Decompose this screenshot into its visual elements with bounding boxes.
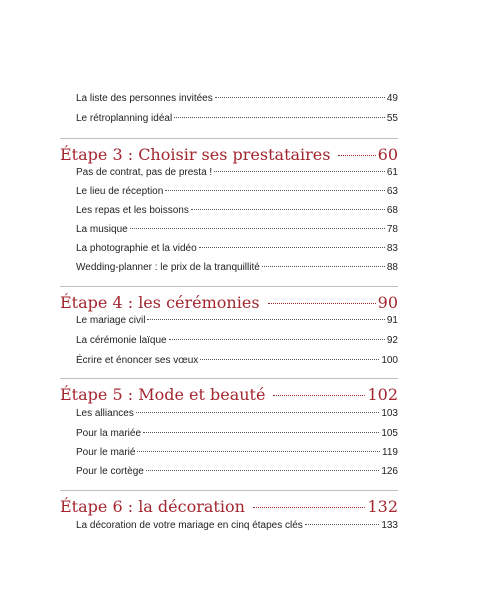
dot-leader — [174, 117, 385, 118]
dot-leader — [199, 247, 385, 248]
toc-entry-label: Pas de contrat, pas de presta ! — [76, 167, 213, 178]
toc-section-heading[interactable] — [60, 145, 398, 165]
toc-entry-label: La cérémonie laïque — [76, 335, 167, 346]
toc-entry[interactable] — [76, 427, 398, 441]
toc-entry[interactable] — [76, 519, 398, 533]
dot-leader — [305, 524, 380, 525]
dot-leader — [268, 303, 376, 304]
dot-leader — [191, 209, 385, 210]
section-title: Étape 5 : Mode et beauté — [60, 385, 266, 404]
section-divider — [60, 138, 398, 139]
toc-entry[interactable] — [76, 185, 398, 199]
dot-leader — [262, 266, 385, 267]
dot-leader — [273, 395, 365, 396]
dot-leader — [338, 155, 375, 156]
toc-entry[interactable] — [76, 166, 398, 180]
toc-entry-label: Pour le marié — [76, 447, 136, 458]
dot-leader — [165, 190, 385, 191]
section-page: 132 — [367, 497, 398, 516]
section-divider — [60, 286, 398, 287]
toc-entry[interactable] — [76, 354, 398, 368]
toc-entry-page: 103 — [381, 408, 398, 419]
toc-entry-page: 68 — [386, 205, 398, 216]
toc-entry[interactable] — [76, 112, 398, 126]
section-title: Étape 6 : la décoration — [60, 497, 245, 516]
toc-entry-page: 119 — [382, 447, 398, 458]
toc-entry[interactable] — [76, 334, 398, 348]
dot-leader — [130, 228, 385, 229]
toc-entry-page: 91 — [386, 315, 398, 326]
toc-entry-page: 133 — [381, 520, 398, 531]
toc-entry-page: 105 — [381, 428, 398, 439]
dot-leader — [147, 319, 384, 320]
section-divider — [60, 378, 398, 379]
section-title: Étape 3 : Choisir ses prestataires — [60, 145, 331, 164]
toc-entry-label: Le rétroplanning idéal — [76, 113, 173, 124]
toc-entry-page: 100 — [381, 355, 398, 366]
dot-leader — [143, 432, 379, 433]
toc-entry-page: 92 — [386, 335, 398, 346]
toc-entry-page: 61 — [386, 167, 398, 178]
dot-leader — [214, 171, 385, 172]
toc-entry[interactable] — [76, 446, 398, 460]
toc-entry-label: Pour le cortège — [76, 466, 144, 477]
toc-entry-page: 88 — [386, 262, 398, 273]
toc-entry-label: Wedding-planner : le prix de la tranquillité — [76, 262, 260, 273]
toc-entry-page: 78 — [386, 224, 398, 235]
toc-entry[interactable] — [76, 314, 398, 328]
toc-entry[interactable] — [76, 465, 398, 479]
dot-leader — [200, 359, 379, 360]
toc-entry[interactable] — [76, 204, 398, 218]
section-page: 60 — [377, 145, 398, 164]
toc-section-heading[interactable] — [60, 293, 398, 313]
dot-leader — [215, 97, 385, 98]
toc-entry-page: 126 — [381, 466, 398, 477]
toc-entry[interactable] — [76, 223, 398, 237]
toc-entry[interactable] — [76, 261, 398, 275]
dot-leader — [169, 339, 385, 340]
toc-entry-label: La photographie et la vidéo — [76, 243, 197, 254]
section-divider — [60, 490, 398, 491]
dot-leader — [146, 470, 379, 471]
toc-entry-label: Le lieu de réception — [76, 186, 164, 197]
toc-section-heading[interactable] — [60, 385, 398, 405]
toc-entry-label: Les alliances — [76, 408, 134, 419]
toc-entry-label: Les repas et les boissons — [76, 205, 189, 216]
toc-entry-page: 63 — [386, 186, 398, 197]
toc-entry-label: La musique — [76, 224, 128, 235]
toc-section-heading[interactable] — [60, 497, 398, 517]
toc-entry-label: La décoration de votre mariage en cinq étapes clés — [76, 520, 303, 531]
section-page: 90 — [377, 293, 398, 312]
toc-entry[interactable] — [76, 92, 398, 106]
toc-entry[interactable] — [76, 407, 398, 421]
toc-entry-label: Le mariage civil — [76, 315, 146, 326]
toc-entry-label: Écrire et énoncer ses vœux — [76, 355, 199, 366]
section-title: Étape 4 : les cérémonies — [60, 293, 260, 312]
toc-entry-label: Pour la mariée — [76, 428, 142, 439]
dot-leader — [253, 507, 366, 508]
dot-leader — [136, 412, 380, 413]
toc-entry-page: 83 — [386, 243, 398, 254]
toc-entry[interactable] — [76, 242, 398, 256]
toc-entry-label: La liste des personnes invitées — [76, 93, 213, 104]
toc-entry-page: 49 — [386, 93, 398, 104]
section-page: 102 — [367, 385, 398, 404]
toc-entry-page: 55 — [386, 113, 398, 124]
dot-leader — [137, 451, 380, 452]
